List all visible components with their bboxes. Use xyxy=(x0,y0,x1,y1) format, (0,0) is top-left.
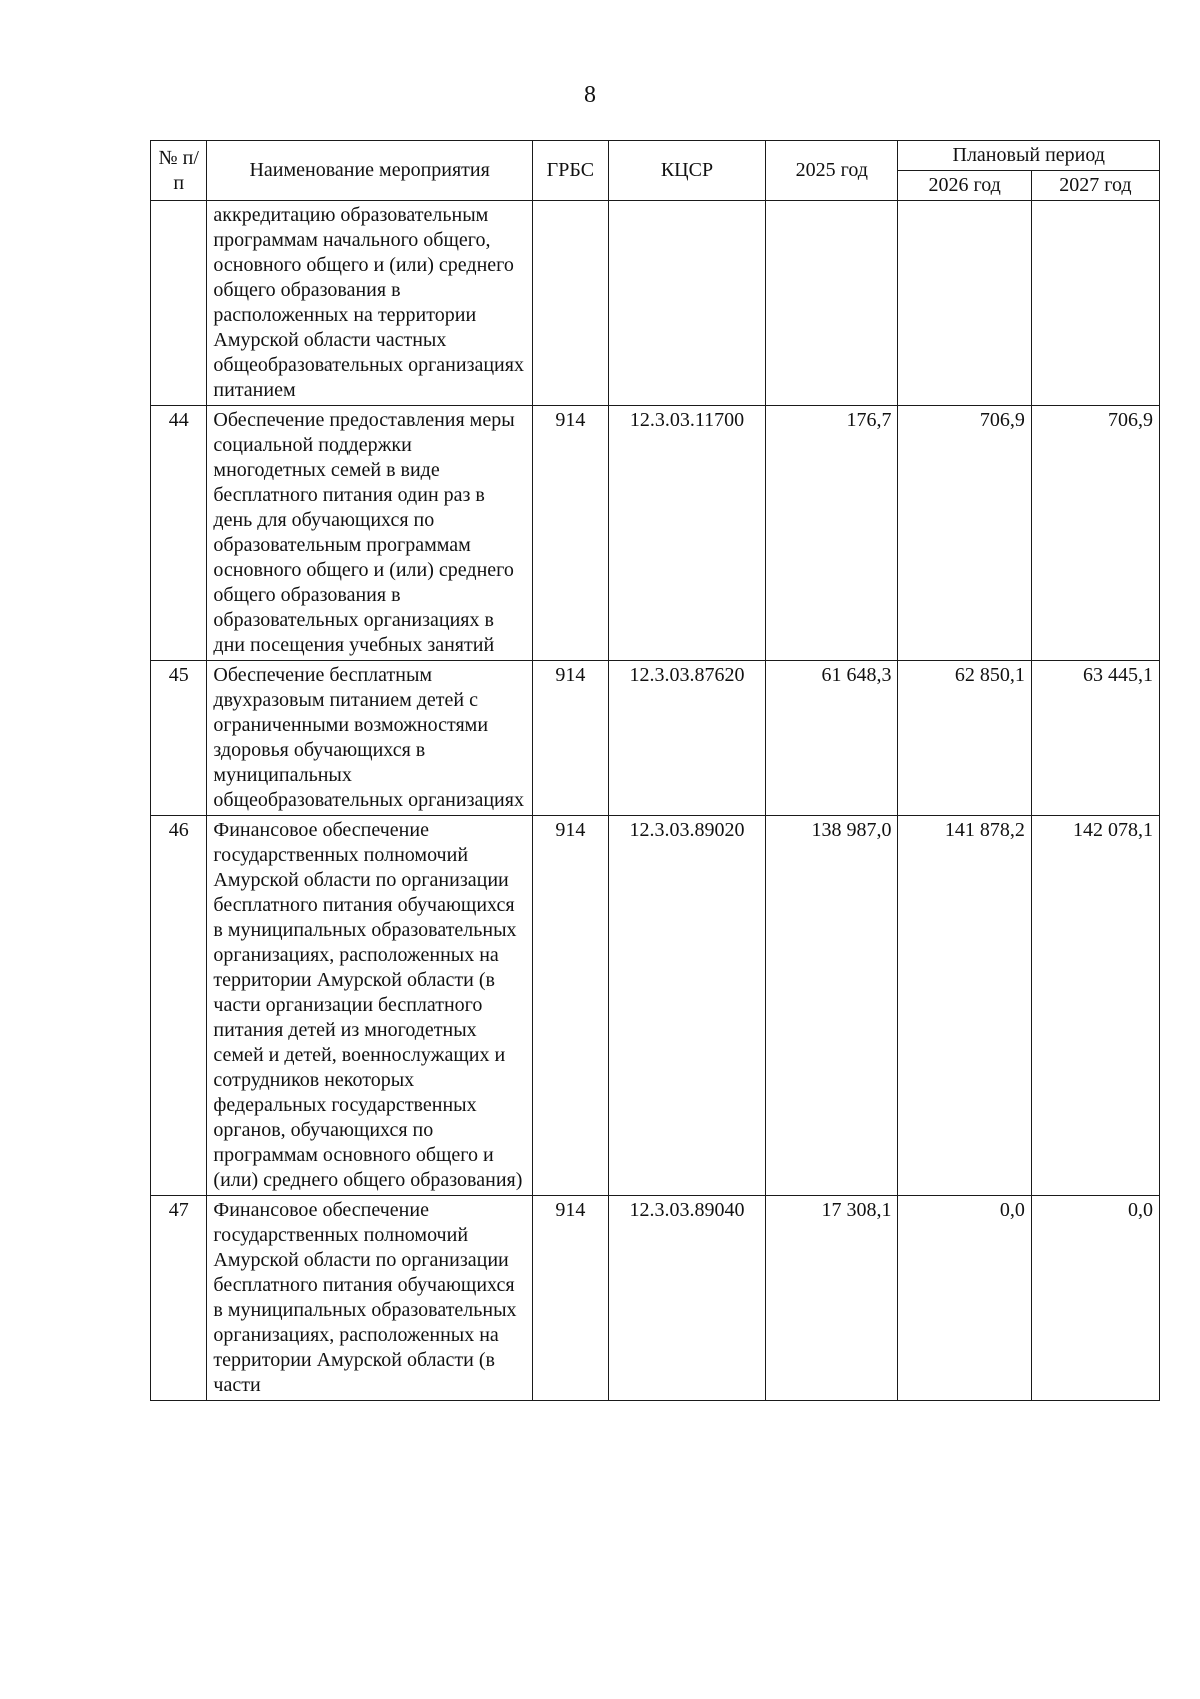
cell-2026: 141 878,2 xyxy=(898,816,1031,1196)
header-num: № п/п xyxy=(151,141,207,201)
cell-name: Финансовое обеспечение государственных полномочий Амурской области по организации бесплатного питания обучающихся в муниципальных образовательных организациях, расположенных на территории Амурской области (в части организации бесплатного питания детей из многодетных семей и детей, военнослужащих и сотрудников некоторых федеральных государственных органов, обучающихся по программам основного общего и (или) среднего общего образования) xyxy=(207,816,532,1196)
cell-2027: 63 445,1 xyxy=(1031,661,1159,816)
header-name: Наименование мероприятия xyxy=(207,141,532,201)
cell-num: 46 xyxy=(151,816,207,1196)
cell-2027: 706,9 xyxy=(1031,406,1159,661)
cell-name: Обеспечение бесплатным двухразовым питанием детей с ограниченными возможностями здоровья обучающихся в муниципальных общеобразовательных организациях xyxy=(207,661,532,816)
cell-name: Финансовое обеспечение государственных полномочий Амурской области по организации бесплатного питания обучающихся в муниципальных образовательных организациях, расположенных на территории Амурской области (в части xyxy=(207,1196,532,1401)
page-number: 8 xyxy=(584,82,596,108)
cell-2026 xyxy=(898,201,1031,406)
cell-2027 xyxy=(1031,201,1159,406)
header-grbs: ГРБС xyxy=(532,141,608,201)
cell-num: 45 xyxy=(151,661,207,816)
cell-kcsr xyxy=(608,201,765,406)
header-2025: 2025 год xyxy=(766,141,898,201)
cell-name: Обеспечение предоставления меры социальной поддержки многодетных семей в виде бесплатного питания один раз в день для обучающихся по образовательным программам основного общего и (или) среднего общего образования в образовательных организациях в дни посещения учебных занятий xyxy=(207,406,532,661)
cell-2026: 0,0 xyxy=(898,1196,1031,1401)
table-row xyxy=(151,1196,1160,1401)
cell-num xyxy=(151,201,207,406)
cell-2025: 61 648,3 xyxy=(766,661,898,816)
cell-grbs: 914 xyxy=(532,661,608,816)
cell-grbs: 914 xyxy=(532,406,608,661)
header-planned-period: Плановый период xyxy=(898,141,1160,171)
cell-2025: 176,7 xyxy=(766,406,898,661)
cell-2027: 0,0 xyxy=(1031,1196,1159,1401)
cell-2027: 142 078,1 xyxy=(1031,816,1159,1196)
budget-table xyxy=(150,140,1160,1401)
table-row xyxy=(151,201,1160,406)
table-header xyxy=(151,141,1160,201)
header-2027: 2027 год xyxy=(1031,171,1159,201)
header-2026: 2026 год xyxy=(898,171,1031,201)
cell-kcsr: 12.3.03.89020 xyxy=(608,816,765,1196)
cell-num: 47 xyxy=(151,1196,207,1401)
cell-2026: 706,9 xyxy=(898,406,1031,661)
table-body xyxy=(151,201,1160,1401)
cell-2025: 17 308,1 xyxy=(766,1196,898,1401)
cell-2026: 62 850,1 xyxy=(898,661,1031,816)
cell-kcsr: 12.3.03.89040 xyxy=(608,1196,765,1401)
table-row xyxy=(151,406,1160,661)
header-kcsr: КЦСР xyxy=(608,141,765,201)
table-row xyxy=(151,816,1160,1196)
table-row xyxy=(151,661,1160,816)
cell-kcsr: 12.3.03.11700 xyxy=(608,406,765,661)
cell-2025 xyxy=(766,201,898,406)
cell-grbs: 914 xyxy=(532,1196,608,1401)
cell-2025: 138 987,0 xyxy=(766,816,898,1196)
cell-grbs xyxy=(532,201,608,406)
cell-name: аккредитацию образовательным программам начального общего, основного общего и (или) среднего общего образования в расположенных на территории Амурской области частных общеобразовательных организациях питанием xyxy=(207,201,532,406)
cell-grbs: 914 xyxy=(532,816,608,1196)
cell-kcsr: 12.3.03.87620 xyxy=(608,661,765,816)
cell-num: 44 xyxy=(151,406,207,661)
